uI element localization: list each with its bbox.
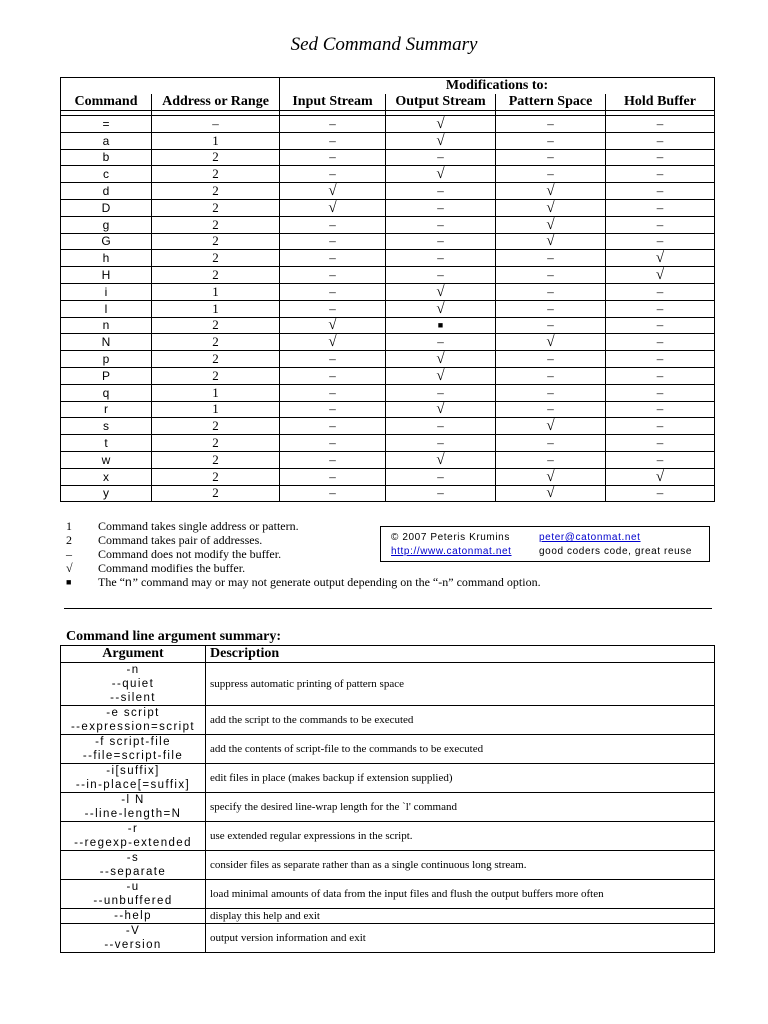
cell-address: 2	[152, 267, 280, 284]
argument-option: --regexp-extended	[74, 837, 192, 849]
argument-cell	[61, 851, 206, 880]
cell-output-stream: –	[386, 468, 496, 485]
description-cell: specify the desired line-wrap length for the `l' command	[206, 793, 715, 822]
section-divider	[64, 608, 712, 609]
col-header-argument: Argument	[61, 646, 206, 663]
cell-hold-buffer: –	[606, 367, 715, 384]
cell-hold-buffer: –	[606, 451, 715, 468]
author-info-box	[380, 526, 710, 562]
legend-symbol: 1	[66, 519, 72, 533]
cell-hold-buffer: –	[606, 283, 715, 300]
cell-address: 2	[152, 351, 280, 368]
legend-symbol: –	[66, 547, 72, 561]
email-link[interactable]: peter@catonmat.net	[539, 532, 641, 543]
cell-command: =	[61, 116, 152, 133]
table-row	[61, 764, 715, 793]
cell-hold-buffer: √	[606, 468, 715, 485]
cell-command: b	[61, 149, 152, 166]
description-cell: add the contents of script-file to the commands to be executed	[206, 735, 715, 764]
cell-address: 2	[152, 216, 280, 233]
argument-option: -V	[125, 925, 141, 937]
col-header-hold-buffer: Hold Buffer	[606, 94, 715, 111]
table-row	[61, 735, 715, 764]
legend-text-part: ” command option.	[448, 575, 541, 589]
table-row	[61, 435, 715, 452]
cell-address: 2	[152, 233, 280, 250]
cell-output-stream: –	[386, 418, 496, 435]
cell-command: r	[61, 401, 152, 418]
table-row	[61, 300, 715, 317]
cell-output-stream: –	[386, 233, 496, 250]
argument-option: --help	[114, 910, 152, 922]
cell-pattern-space: –	[496, 401, 606, 418]
table-row	[61, 233, 715, 250]
col-header-command: Command	[61, 94, 152, 111]
copyright-text: © 2007 Peteris Krumins	[391, 532, 510, 543]
cell-command: p	[61, 351, 152, 368]
cell-address: 2	[152, 451, 280, 468]
cell-hold-buffer: –	[606, 384, 715, 401]
cell-output-stream: √	[386, 116, 496, 133]
cell-command: x	[61, 468, 152, 485]
cell-hold-buffer: –	[606, 401, 715, 418]
argument-cell	[61, 793, 206, 822]
table-row	[61, 880, 715, 909]
table-row	[61, 216, 715, 233]
table-row	[61, 149, 715, 166]
table-row	[61, 793, 715, 822]
cell-command: H	[61, 267, 152, 284]
argument-option: -i[suffix]	[106, 765, 160, 777]
cell-input-stream: –	[280, 367, 386, 384]
table-row	[61, 183, 715, 200]
cell-command: l	[61, 300, 152, 317]
argument-option: --separate	[99, 866, 167, 878]
cell-address: 2	[152, 166, 280, 183]
table-row	[61, 822, 715, 851]
cell-hold-buffer: –	[606, 216, 715, 233]
table-row	[61, 351, 715, 368]
cell-address: 2	[152, 367, 280, 384]
cell-address: 1	[152, 384, 280, 401]
cell-input-stream: –	[280, 401, 386, 418]
legend-symbol: 2	[66, 533, 72, 547]
table-row	[61, 250, 715, 267]
table-row	[61, 166, 715, 183]
table-row	[61, 851, 715, 880]
description-cell: load minimal amounts of data from the input files and flush the output buffers more often	[206, 880, 715, 909]
argument-cell	[61, 764, 206, 793]
cell-address: 2	[152, 183, 280, 200]
cell-command: D	[61, 199, 152, 216]
cell-output-stream: √	[386, 351, 496, 368]
cell-address: 1	[152, 401, 280, 418]
argument-option: -s	[126, 852, 140, 864]
legend-text-part: ” command may or may not generate output depending on the “	[132, 575, 439, 589]
cell-output-stream: √	[386, 166, 496, 183]
website-link[interactable]: http://www.catonmat.net	[391, 546, 512, 557]
cell-hold-buffer: –	[606, 199, 715, 216]
cell-pattern-space: –	[496, 250, 606, 267]
table-row	[61, 451, 715, 468]
cell-input-stream: –	[280, 468, 386, 485]
cell-pattern-space: √	[496, 334, 606, 351]
slogan-text: good coders code, great reuse	[539, 546, 693, 557]
cell-pattern-space: √	[496, 216, 606, 233]
cell-command: h	[61, 250, 152, 267]
table-row	[61, 401, 715, 418]
argument-option: --quiet	[111, 678, 155, 690]
cell-input-stream: √	[280, 334, 386, 351]
cell-hold-buffer: –	[606, 435, 715, 452]
table-row	[61, 116, 715, 133]
legend-item	[66, 561, 541, 575]
cell-hold-buffer: –	[606, 351, 715, 368]
table-row	[61, 132, 715, 149]
cell-address: 2	[152, 334, 280, 351]
description-cell: output version information and exit	[206, 924, 715, 953]
cell-input-stream: √	[280, 317, 386, 334]
cell-output-stream: √	[386, 401, 496, 418]
legend-cmd-n: n	[124, 575, 133, 589]
argument-option: -n	[126, 664, 140, 676]
cell-pattern-space: –	[496, 384, 606, 401]
cell-output-stream: –	[386, 267, 496, 284]
cell-hold-buffer: –	[606, 149, 715, 166]
cell-input-stream: –	[280, 451, 386, 468]
table-row	[61, 317, 715, 334]
cell-pattern-space: √	[496, 418, 606, 435]
argument-cell	[61, 924, 206, 953]
cell-pattern-space: √	[496, 485, 606, 502]
argument-option: -e script	[106, 707, 160, 719]
cell-input-stream: –	[280, 283, 386, 300]
cell-pattern-space: –	[496, 166, 606, 183]
cell-pattern-space: –	[496, 132, 606, 149]
table-row	[61, 384, 715, 401]
cell-hold-buffer: –	[606, 418, 715, 435]
col-header-output-stream: Output Stream	[386, 94, 496, 111]
cell-input-stream: –	[280, 149, 386, 166]
cell-address: 2	[152, 418, 280, 435]
argument-cell	[61, 909, 206, 924]
cell-address: 2	[152, 468, 280, 485]
cell-command: n	[61, 317, 152, 334]
cell-command: i	[61, 283, 152, 300]
cell-input-stream: √	[280, 199, 386, 216]
cell-pattern-space: –	[496, 317, 606, 334]
cell-pattern-space: √	[496, 183, 606, 200]
cell-input-stream: –	[280, 267, 386, 284]
cell-output-stream: –	[386, 216, 496, 233]
cell-hold-buffer: –	[606, 334, 715, 351]
description-cell: suppress automatic printing of pattern space	[206, 663, 715, 706]
table-row	[61, 334, 715, 351]
legend-text: Command takes single address or pattern.	[98, 519, 299, 533]
cell-pattern-space: √	[496, 468, 606, 485]
cell-hold-buffer: –	[606, 132, 715, 149]
argument-cell	[61, 706, 206, 735]
cell-input-stream: –	[280, 435, 386, 452]
legend-text: Command does not modify the buffer.	[98, 547, 282, 561]
cell-input-stream: –	[280, 132, 386, 149]
table-row	[61, 267, 715, 284]
cell-input-stream: √	[280, 183, 386, 200]
cell-address: 2	[152, 485, 280, 502]
argument-option: --version	[104, 939, 162, 951]
cell-address: 2	[152, 317, 280, 334]
cell-pattern-space: –	[496, 367, 606, 384]
cell-hold-buffer: –	[606, 317, 715, 334]
cell-hold-buffer: –	[606, 166, 715, 183]
cell-command: c	[61, 166, 152, 183]
cell-command: q	[61, 384, 152, 401]
cell-command: t	[61, 435, 152, 452]
cell-hold-buffer: –	[606, 183, 715, 200]
table-row	[61, 485, 715, 502]
cell-input-stream: –	[280, 250, 386, 267]
cell-pattern-space: –	[496, 283, 606, 300]
cell-output-stream: –	[386, 384, 496, 401]
legend-text	[98, 575, 541, 589]
col-header-input-stream: Input Stream	[280, 94, 386, 111]
cell-output-stream: –	[386, 334, 496, 351]
argument-option: --file=script-file	[82, 750, 184, 762]
cell-output-stream: –	[386, 149, 496, 166]
cell-command: d	[61, 183, 152, 200]
cell-output-stream: ■	[386, 317, 496, 334]
col-header-description: Description	[206, 646, 715, 663]
cell-address: –	[152, 116, 280, 133]
table-row	[61, 706, 715, 735]
command-table	[60, 77, 715, 502]
cell-pattern-space: –	[496, 149, 606, 166]
argument-option: --expression=script	[70, 721, 196, 733]
cell-input-stream: –	[280, 485, 386, 502]
legend-symbol: ■	[66, 577, 72, 587]
cell-address: 1	[152, 132, 280, 149]
cell-command: G	[61, 233, 152, 250]
cell-address: 2	[152, 199, 280, 216]
description-cell: consider files as separate rather than as a single continuous long stream.	[206, 851, 715, 880]
page-title: Sed Command Summary	[290, 34, 478, 55]
cell-input-stream: –	[280, 351, 386, 368]
argument-cell	[61, 880, 206, 909]
cell-input-stream: –	[280, 216, 386, 233]
cell-hold-buffer: –	[606, 233, 715, 250]
legend-text-part: The “	[98, 575, 125, 589]
argument-option: -u	[126, 881, 140, 893]
argument-cell	[61, 663, 206, 706]
cell-output-stream: √	[386, 367, 496, 384]
description-cell: use extended regular expressions in the script.	[206, 822, 715, 851]
table-row	[61, 283, 715, 300]
table-row	[61, 199, 715, 216]
cell-output-stream: –	[386, 250, 496, 267]
table-row	[61, 924, 715, 953]
description-cell: add the script to the commands to be executed	[206, 706, 715, 735]
cell-hold-buffer: –	[606, 116, 715, 133]
cell-output-stream: √	[386, 132, 496, 149]
cell-pattern-space: –	[496, 435, 606, 452]
cell-output-stream: –	[386, 435, 496, 452]
cell-command: s	[61, 418, 152, 435]
cell-pattern-space: –	[496, 116, 606, 133]
cell-command: N	[61, 334, 152, 351]
legend-symbol: √	[66, 561, 73, 575]
cell-hold-buffer: –	[606, 485, 715, 502]
argument-table	[60, 645, 715, 953]
argument-option: -f script-file	[95, 736, 171, 748]
cell-output-stream: √	[386, 300, 496, 317]
cell-output-stream: –	[386, 183, 496, 200]
description-cell: edit files in place (makes backup if extension supplied)	[206, 764, 715, 793]
table-row	[61, 663, 715, 706]
cell-output-stream: –	[386, 199, 496, 216]
cell-input-stream: –	[280, 166, 386, 183]
cell-address: 2	[152, 435, 280, 452]
cell-output-stream: √	[386, 283, 496, 300]
cell-pattern-space: –	[496, 451, 606, 468]
cell-address: 2	[152, 250, 280, 267]
legend-text: Command takes pair of addresses.	[98, 533, 263, 547]
legend-item	[66, 575, 541, 589]
table-row	[61, 367, 715, 384]
argument-option: -r	[127, 823, 139, 835]
cell-pattern-space: –	[496, 351, 606, 368]
cell-hold-buffer: √	[606, 250, 715, 267]
header-blank	[61, 78, 280, 95]
argument-option: --unbuffered	[93, 895, 173, 907]
legend-text: Command modifies the buffer.	[98, 561, 246, 575]
table-row	[61, 909, 715, 924]
cell-command: g	[61, 216, 152, 233]
col-header-address: Address or Range	[152, 94, 280, 111]
cell-output-stream: –	[386, 485, 496, 502]
cell-input-stream: –	[280, 384, 386, 401]
cell-input-stream: –	[280, 233, 386, 250]
group-header: Modifications to:	[280, 78, 715, 95]
cell-pattern-space: –	[496, 300, 606, 317]
cell-input-stream: –	[280, 418, 386, 435]
cell-pattern-space: √	[496, 199, 606, 216]
cell-command: P	[61, 367, 152, 384]
cell-input-stream: –	[280, 300, 386, 317]
cell-command: y	[61, 485, 152, 502]
col-header-pattern-space: Pattern Space	[496, 94, 606, 111]
cell-input-stream: –	[280, 116, 386, 133]
cell-hold-buffer: –	[606, 300, 715, 317]
legend-opt-n: -n	[438, 575, 449, 589]
argument-option: --line-length=N	[84, 808, 182, 820]
argument-option: -l N	[121, 794, 145, 806]
args-section-title: Command line argument summary:	[66, 629, 282, 644]
cell-hold-buffer: √	[606, 267, 715, 284]
table-row	[61, 418, 715, 435]
cell-command: a	[61, 132, 152, 149]
cell-pattern-space: √	[496, 233, 606, 250]
description-cell: display this help and exit	[206, 909, 715, 924]
cell-address: 1	[152, 300, 280, 317]
argument-option: --in-place[=suffix]	[75, 779, 191, 791]
cell-output-stream: √	[386, 451, 496, 468]
argument-cell	[61, 822, 206, 851]
cell-address: 1	[152, 283, 280, 300]
cell-pattern-space: –	[496, 267, 606, 284]
argument-option: --silent	[110, 692, 156, 704]
argument-cell	[61, 735, 206, 764]
cell-address: 2	[152, 149, 280, 166]
cell-command: w	[61, 451, 152, 468]
table-row	[61, 468, 715, 485]
